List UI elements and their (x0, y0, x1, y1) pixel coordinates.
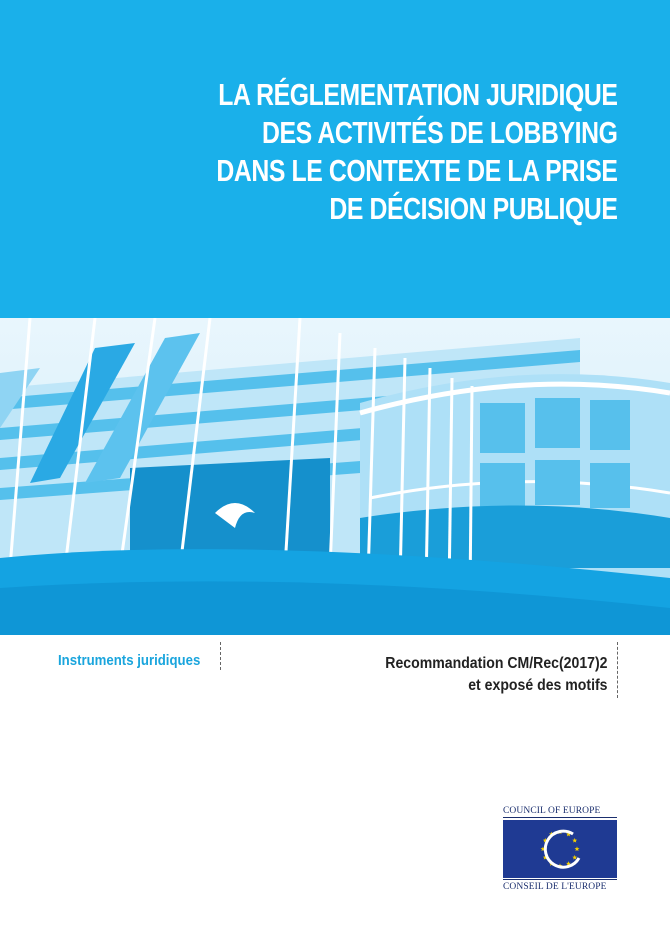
logo-rule (503, 817, 617, 818)
title-banner (0, 0, 670, 318)
title-line-2: DES ACTIVITÉS DE LOBBYING (262, 115, 618, 150)
document-title (217, 76, 618, 228)
title-line-4: DE DÉCISION PUBLIQUE (329, 191, 618, 226)
recommendation-reference (386, 653, 608, 697)
building-photo (0, 318, 670, 635)
recommendation-line-1: Recommandation CM/Rec(2017)2 (385, 655, 608, 672)
eu-stars-emblem-icon (503, 820, 617, 878)
logo-rule (503, 879, 617, 880)
council-of-europe-logo (503, 806, 617, 892)
series-label: Instruments juridiques (58, 652, 201, 669)
logo-top-text: COUNCIL OF EUROPE (503, 806, 601, 816)
title-line-3: DANS LE CONTEXTE DE LA PRISE (216, 153, 618, 188)
divider (617, 642, 618, 698)
title-line-1: LA RÉGLEMENTATION JURIDIQUE (218, 77, 618, 112)
logo-bottom-text: CONSEIL DE L'EUROPE (503, 882, 607, 892)
recommendation-line-2: et exposé des motifs (468, 677, 608, 694)
divider (220, 642, 221, 670)
